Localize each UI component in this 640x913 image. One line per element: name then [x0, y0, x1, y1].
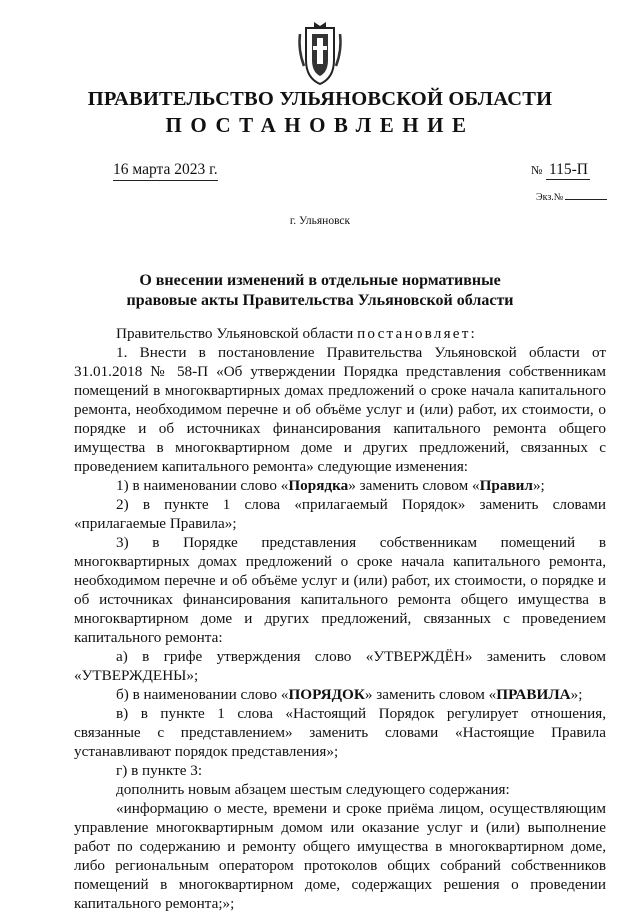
paragraph-1-3-g: г) в пункте 3:	[116, 762, 203, 779]
old-word: Порядка	[288, 477, 349, 494]
document-number	[531, 161, 590, 180]
copy-label: Экз.№	[536, 192, 564, 203]
coat-of-arms-icon	[296, 20, 344, 88]
intro-colon: :	[470, 325, 475, 342]
government-title: ПРАВИТЕЛЬСТВО УЛЬЯНОВСКОЙ ОБЛАСТИ	[87, 88, 553, 110]
resolution-intro	[74, 324, 606, 343]
new-word: Правил	[479, 477, 533, 494]
text: » заменить словом «	[364, 686, 497, 703]
document-body	[74, 324, 606, 913]
paragraph-1-3-g-1: дополнить новым абзацем шестым следующего содержания:	[116, 781, 510, 798]
copy-line	[565, 199, 607, 200]
number-sign: №	[531, 163, 543, 177]
text: » заменить словом «	[348, 477, 480, 494]
document-type: ПОСТАНОВЛЕНИЕ	[165, 113, 475, 137]
intro-text: Правительство Ульяновской области	[116, 325, 358, 342]
number-value: 115-П	[546, 161, 590, 180]
paragraph-1-3-v: в) в пункте 1 слова «Настоящий Порядок регулирует отношения, связанные с представлением» заменить словами «Настоящие Правила устанавливают порядок представления»;	[74, 705, 606, 760]
old-word: ПОРЯДОК	[288, 686, 365, 703]
copy-number	[536, 192, 607, 203]
text: »;	[532, 477, 545, 494]
subject-line-2: правовые акты Правительства Ульяновской области	[126, 292, 514, 309]
new-word: ПРАВИЛА	[496, 686, 571, 703]
paragraph-1-3: 3) в Порядке представления собственникам помещений в многоквартирных домах предложений о сроке начала капитального ремонта, необходимом перечне и об объёме услуг и (или) работ, их стоимости, о порядке и об источниках финансирования капитального ремонта общего имущества в многоквартирном доме и других предложений, связанных с проведением капитального ремонта:	[74, 534, 606, 646]
paragraph-1-3-b	[74, 685, 606, 704]
paragraph-1-1	[74, 476, 606, 495]
subject-line-1: О внесении изменений в отдельные нормативные	[139, 272, 501, 289]
paragraph-1: 1. Внести в постановление Правительства Ульяновской области от 31.01.2018 № 58-П «Об утверждении Порядка представления собственникам помещений в многоквартирных домах предложений о сроке начала капитального ремонта, необходимом перечне и об объёме услуг и (или) работ, их стоимости, о порядке и об источниках финансирования капитального ремонта общего имущества в многоквартирном доме и других предложений, связанных с проведением капитального ремонта» следующие изменения:	[74, 344, 606, 475]
city: г. Ульяновск	[289, 215, 351, 227]
paragraph-1-2: 2) в пункте 1 слова «прилагаемый Порядок» заменить словами «прилагаемые Правила»;	[74, 496, 606, 532]
paragraph-1-3-g-quote: «информацию о месте, времени и сроке приёма лицом, осуществляющим управление многоквартирным домом или оказание услуг и (или) выполнение работ по содержанию и ремонту общего имущества в многоквартирном доме, либо региональным оператором протоколов общих собраний собственников помещений в многоквартирном доме, содержащих решения о проведении капитального ремонта;»;	[74, 800, 606, 912]
text: »;	[570, 686, 583, 703]
document-subject	[90, 271, 550, 311]
decree-word: постановляет	[357, 325, 471, 342]
text: 1) в наименовании слово «	[116, 477, 289, 494]
paragraph-1-3-a: а) в грифе утверждения слово «УТВЕРЖДЁН» заменить словом «УТВЕРЖДЕНЫ»;	[74, 648, 606, 684]
text: б) в наименовании слово «	[116, 686, 289, 703]
document-date: 16 марта 2023 г.	[113, 161, 218, 181]
